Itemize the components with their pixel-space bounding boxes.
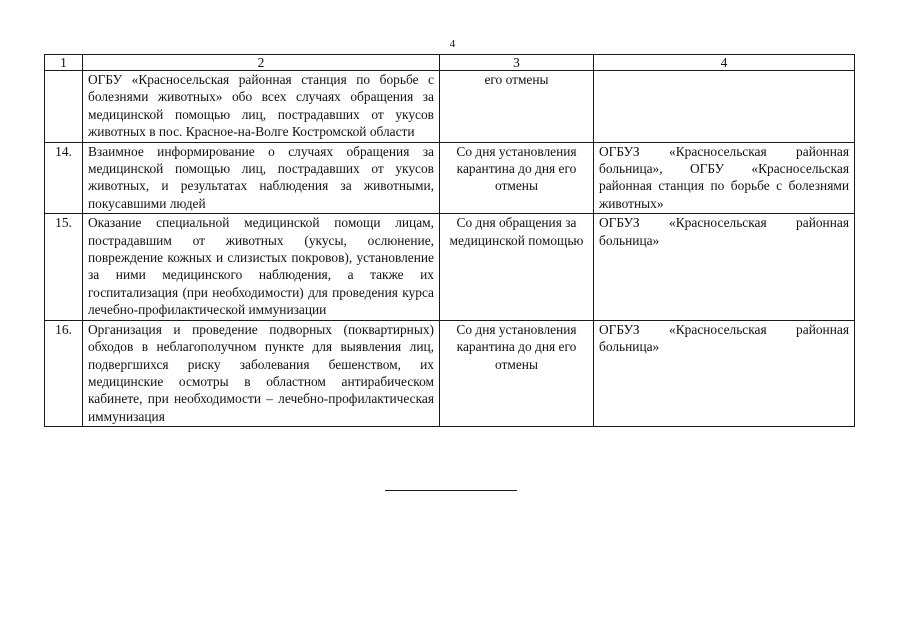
row-term: Со дня установления карантина до дня его отмены xyxy=(440,142,594,214)
row-responsible: ОГБУЗ «Красносельская районная больница», ОГБУ «Красносельская районная станция по борьбе с болезнями животных» xyxy=(594,142,855,214)
row-number: 15. xyxy=(45,214,83,320)
row-term: его отмены xyxy=(440,71,594,143)
table-header-row xyxy=(45,55,855,71)
row-action: Взаимное информирование о случаях обращения за медицинской помощью лиц, пострадавших от укусов животных, и результатах наблюдения за животными, покусавшими людей xyxy=(83,142,440,214)
row-number: 14. xyxy=(45,142,83,214)
closing-rule xyxy=(385,490,517,491)
header-cell-1: 1 xyxy=(45,55,83,71)
table-row xyxy=(45,214,855,320)
row-action: ОГБУ «Красносельская районная станция по борьбе с болезнями животных» обо всех случаях обращения за медицинской помощью лиц, пострадавших от укусов животных в пос. Красное-на-Волге Костромской области xyxy=(83,71,440,143)
table-row xyxy=(45,71,855,143)
header-cell-2: 2 xyxy=(83,55,440,71)
row-term: Со дня установления карантина до дня его отмены xyxy=(440,320,594,426)
row-number xyxy=(45,71,83,143)
table-row xyxy=(45,142,855,214)
row-responsible xyxy=(594,71,855,143)
row-action: Оказание специальной медицинской помощи лицам, пострадавшим от животных (укусы, ослюнение, повреждение кожных и слизистых покровов), установление за ними медицинского наблюдения, а также их госпитализация (при необходимости) для проведения курса лечебно-профилактической иммунизации xyxy=(83,214,440,320)
measures-table xyxy=(44,54,855,427)
row-number: 16. xyxy=(45,320,83,426)
page-number: 4 xyxy=(449,38,456,50)
header-cell-4: 4 xyxy=(594,55,855,71)
header-cell-3: 3 xyxy=(440,55,594,71)
table-row xyxy=(45,320,855,426)
row-action: Организация и проведение подворных (поквартирных) обходов в неблагополучном пункте для выявления лиц, подвергшихся риску заболевания бешенством, их медицинские осмотры в областном антирабическом кабинете, при необходимости – лечебно-профилактическая иммунизация xyxy=(83,320,440,426)
row-term: Со дня обращения за медицинской помощью xyxy=(440,214,594,320)
row-responsible: ОГБУЗ «Красносельская районная больница» xyxy=(594,214,855,320)
row-responsible: ОГБУЗ «Красносельская районная больница» xyxy=(594,320,855,426)
